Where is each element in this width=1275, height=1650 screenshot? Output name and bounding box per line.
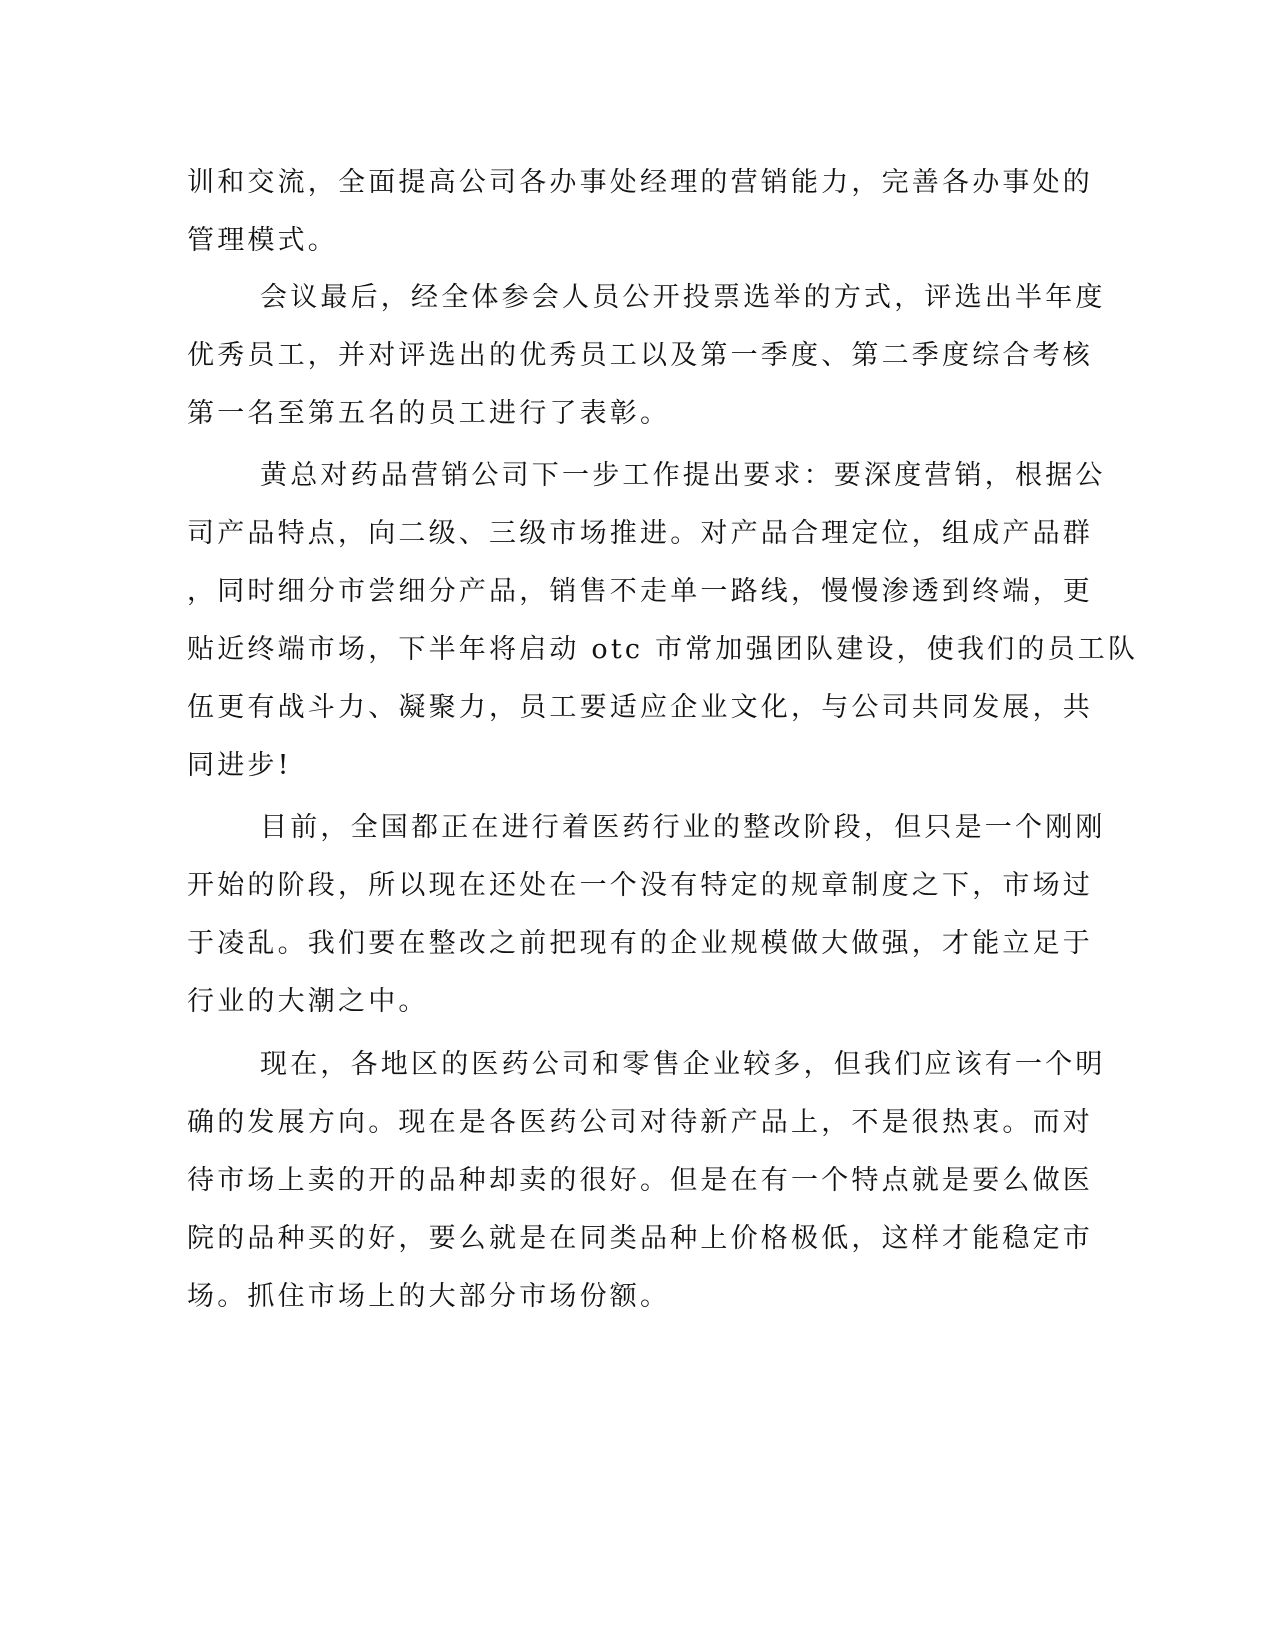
text-line: 同进步! [187, 750, 292, 781]
text-line: 于凌乱。我们要在整改之前把现有的企业规模做大做强，才能立足于 [187, 928, 1093, 959]
text-line: 场。抓住市场上的大部分市场份额。 [187, 1281, 671, 1312]
text-line: 开始的阶段，所以现在还处在一个没有特定的规章制度之下，市场过 [187, 870, 1093, 901]
paragraph-start-line: 会议最后，经全体参会人员公开投票选举的方式，评选出半年度 [260, 282, 1106, 313]
paragraph-start-line: 黄总对药品营销公司下一步工作提出要求：要深度营销，根据公 [260, 460, 1106, 491]
text-line: 待市场上卖的开的品种却卖的很好。但是在有一个特点就是要么做医 [187, 1165, 1093, 1196]
text-line: 训和交流，全面提高公司各办事处经理的营销能力，完善各办事处的 [187, 167, 1093, 198]
paragraph-start-line: 目前，全国都正在进行着医药行业的整改阶段，但只是一个刚刚 [260, 812, 1106, 843]
paragraph-start-line: 现在，各地区的医药公司和零售企业较多，但我们应该有一个明 [260, 1049, 1106, 1080]
text-line: 确的发展方向。现在是各医药公司对待新产品上，不是很热衷。而对 [187, 1107, 1093, 1138]
text-line: 司产品特点，向二级、三级市场推进。对产品合理定位，组成产品群 [187, 518, 1093, 549]
text-line: 管理模式。 [187, 225, 338, 256]
text-line: 优秀员工，并对评选出的优秀员工以及第一季度、第二季度综合考核 [187, 340, 1093, 371]
text-line: 行业的大潮之中。 [187, 986, 429, 1017]
text-line: 第一名至第五名的员工进行了表彰。 [187, 398, 671, 429]
text-line: ，同时细分市尝细分产品，销售不走单一路线，慢慢渗透到终端，更 [187, 576, 1093, 607]
text-line: 院的品种买的好，要么就是在同类品种上价格极低，这样才能稳定市 [187, 1223, 1093, 1254]
text-line: 贴近终端市场，下半年将启动 otc 市常加强团队建设，使我们的员工队 [187, 634, 1139, 665]
text-line: 伍更有战斗力、凝聚力，员工要适应企业文化，与公司共同发展，共 [187, 692, 1093, 723]
